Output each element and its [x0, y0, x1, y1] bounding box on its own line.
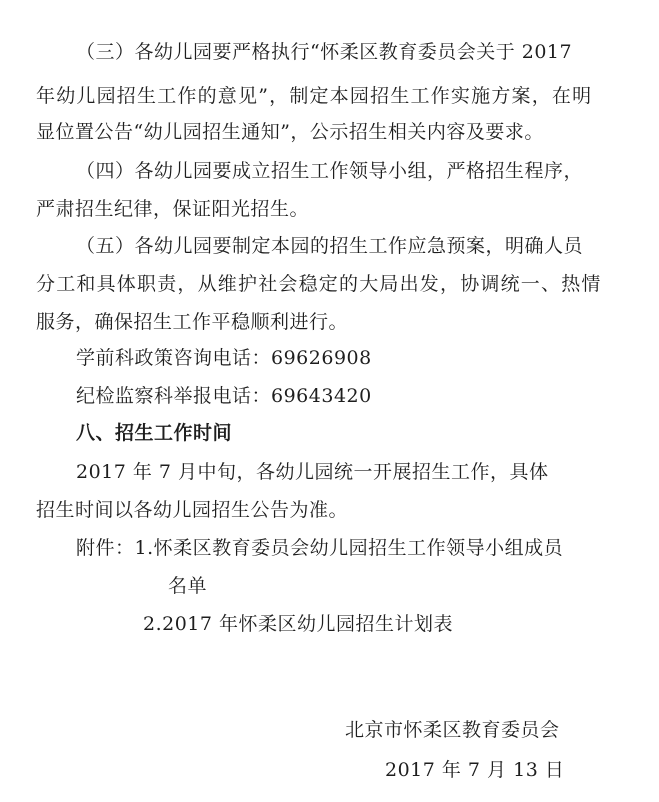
item4-line2: 严肃招生纪律，保证阳光招生。 — [36, 198, 310, 220]
item3-line2: 年幼儿园招生工作的意见”，制定本园招生工作实施方案，在明 — [36, 85, 593, 107]
attachment-line3: 2.2017 年怀柔区幼儿园招生计划表 — [143, 613, 454, 635]
item5-line3: 服务，确保招生工作平稳顺利进行。 — [36, 311, 349, 333]
item4-line1: （四）各幼儿园要成立招生工作领导小组，严格招生程序， — [76, 160, 584, 182]
signature-date: 2017 年 7 月 13 日 — [385, 759, 565, 781]
item3-line3: 显位置公告“幼儿园招生通知”，公示招生相关内容及要求。 — [36, 121, 544, 143]
report-phone: 纪检监察科举报电话：69643420 — [76, 385, 372, 407]
item5-line1: （五）各幼儿园要制定本园的招生工作应急预案，明确人员 — [76, 235, 584, 257]
section8-line1: 2017 年 7 月中旬，各幼儿园统一开展招生工作，具体 — [76, 461, 549, 483]
signature-org: 北京市怀柔区教育委员会 — [345, 719, 560, 741]
attachment-line1: 附件：1.怀柔区教育委员会幼儿园招生工作领导小组成员 — [76, 537, 564, 559]
item5-line2: 分工和具体职责，从维护社会稳定的大局出发，协调统一、热情 — [36, 273, 602, 295]
attachment-line2: 名单 — [168, 575, 208, 597]
policy-phone: 学前科政策咨询电话：69626908 — [76, 347, 372, 369]
section8-line2: 招生时间以各幼儿园招生公告为准。 — [36, 499, 349, 521]
item3-line1: （三）各幼儿园要严格执行“怀柔区教育委员会关于 2017 — [76, 41, 573, 63]
section8-heading: 八、招生工作时间 — [76, 422, 233, 444]
